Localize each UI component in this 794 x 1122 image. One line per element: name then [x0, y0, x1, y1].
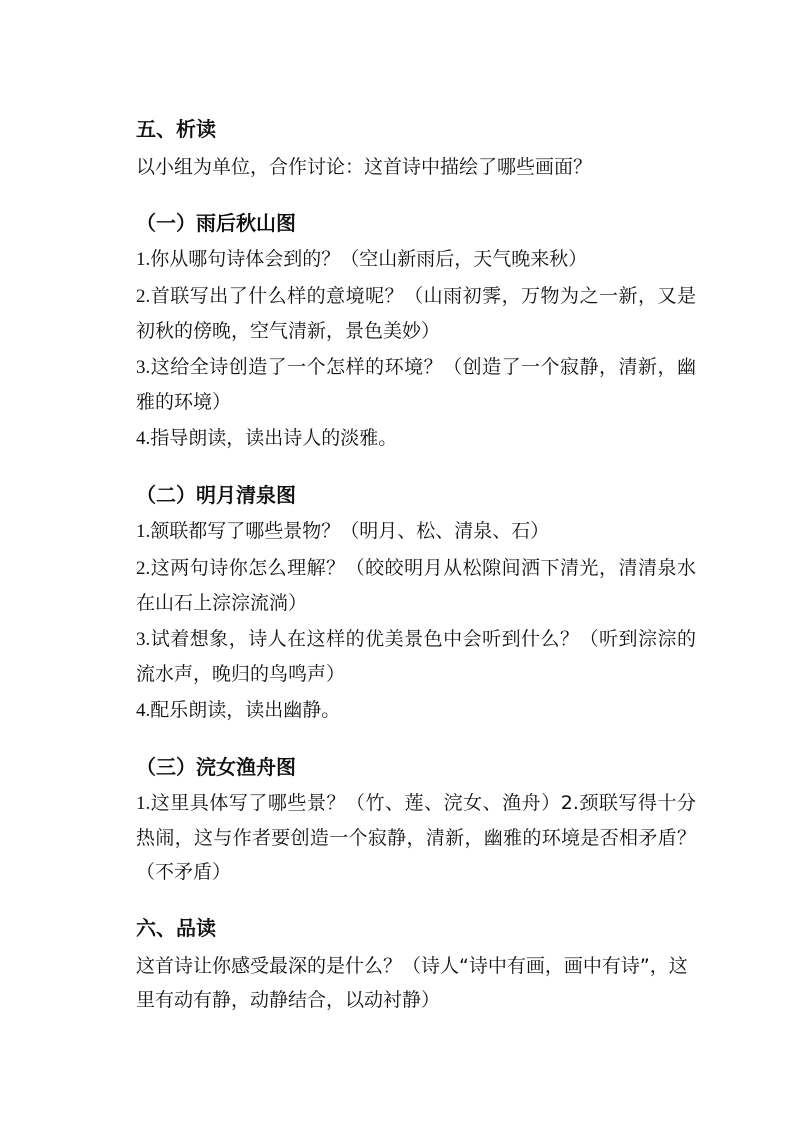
item-text: 这两句诗你怎么理解？（皎皎明月从松隙间洒下清光，清清泉水在山石上淙淙流淌）: [136, 557, 696, 614]
list-item: [136, 350, 696, 419]
group-moon-spring: [136, 478, 696, 728]
item-number: 3.: [136, 629, 151, 650]
group-title: （三）浣女渔舟图: [136, 755, 296, 779]
list-item: [136, 242, 696, 277]
item-number: 1.: [136, 521, 151, 542]
item-text: 指导朗读，读出诗人的淡雅。: [150, 427, 398, 449]
section-title: 六、品读: [136, 916, 216, 940]
group-rainy-autumn-mountain: [136, 206, 696, 456]
list-item: [136, 622, 696, 691]
section-appreciation: [136, 911, 696, 1017]
list-item: [136, 693, 696, 728]
item-text: 试着想象，诗人在这样的优美景色中会听到什么？（听到淙淙的流水声，晚归的鸟鸣声）: [136, 628, 696, 685]
group-washing-girls-fishing-boat: [136, 750, 696, 889]
item-text: 你从哪句诗体会到的？（空山新雨后，天气晚来秋）: [150, 248, 588, 270]
list-item: [136, 551, 696, 620]
item-text: 配乐朗读，读出幽静。: [150, 699, 341, 721]
list-item: [136, 279, 696, 348]
list-item: [136, 421, 696, 456]
item-number: 3.: [136, 357, 151, 378]
section-body: 这首诗让你感受最深的是什么？（诗人“诗中有画，画中有诗”，这里有动有静，动静结合，以动衬静）: [136, 955, 688, 1011]
list-item: [136, 514, 696, 549]
item-text: 这里具体写了哪些景？（竹、莲、浣女、渔舟）2.颈联写得十分热闹，这与作者要创造一个寂静，清新，幽雅的环境是否相矛盾？（不矛盾）: [136, 792, 696, 883]
group-title: （一）雨后秋山图: [136, 211, 296, 235]
item-text: 这给全诗创造了一个怎样的环境？（创造了一个寂静，清新，幽雅的环境）: [136, 356, 696, 413]
section-intro: 以小组为单位，合作讨论：这首诗中描绘了哪些画面？: [136, 156, 593, 178]
item-number: 4.: [136, 428, 151, 449]
item-number: 2.: [136, 286, 151, 307]
item-number: 1.: [136, 793, 151, 814]
item-text: 颔联都写了哪些景物？（明月、松、清泉、石）: [150, 520, 550, 542]
item-text: 首联写出了什么样的意境呢？（山雨初霁，万物为之一新，又是初秋的傍晚，空气清新，景色美妙）: [136, 285, 696, 342]
list-item: [136, 786, 696, 889]
item-number: 4.: [136, 700, 151, 721]
document-page: [136, 112, 696, 1017]
group-title: （二）明月清泉图: [136, 483, 296, 507]
item-number: 1.: [136, 249, 151, 270]
section-title: 五、析读: [136, 117, 216, 141]
item-number: 2.: [136, 558, 151, 579]
section-analysis: [136, 112, 696, 889]
